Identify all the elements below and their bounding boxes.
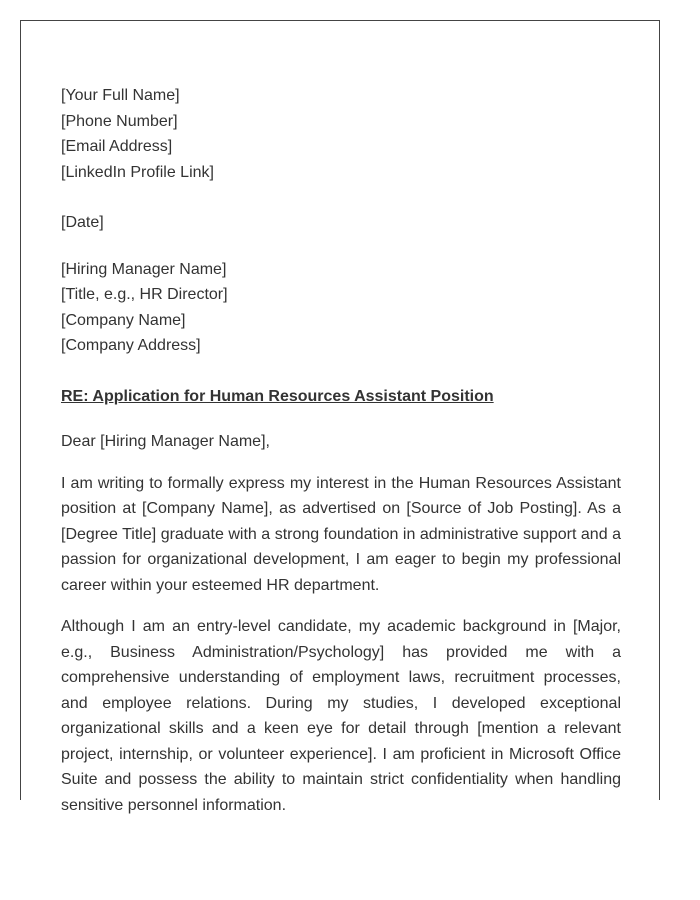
document-page: [20, 20, 660, 814]
recipient-title: [Title, e.g., HR Director]: [61, 286, 228, 303]
sender-full-name: [Your Full Name]: [61, 87, 180, 104]
letter-body: [61, 83, 621, 818]
sender-linkedin: [LinkedIn Profile Link]: [61, 163, 214, 181]
paragraph-2: Although I am an entry-level candidate, my academic background in [Major, e.g., Business Administration/Psychology] has provided me with a comprehensive understanding of employment laws, recruitment processes, and employee relations. During my studies, I developed exceptional organizational skills and a keen eye for detail through [mention a relevant project, internship, or volunteer experience]. I am proficient in Microsoft Office Suite and possess the ability to maintain strict confidentiality when handling sensitive personnel information.: [61, 618, 621, 814]
paragraph-1: I am writing to formally express my interest in the Human Resources Assistant position at [Company Name], as advertised on [Source of Job Posting]. As a [Degree Title] graduate with a strong foundation in administrative support and a passion for organizational development, I am eager to begin my professional career within your esteemed HR department.: [61, 474, 621, 594]
subject-line: RE: Application for Human Resources Assistant Position: [61, 387, 494, 405]
letter-date: [Date]: [61, 214, 104, 231]
sender-phone: [Phone Number]: [61, 112, 178, 130]
salutation: Dear [Hiring Manager Name],: [61, 433, 270, 450]
sender-block: [61, 83, 621, 185]
recipient-company-name: [Company Name]: [61, 311, 186, 329]
recipient-company-address: [Company Address]: [61, 337, 201, 354]
recipient-block: [61, 257, 621, 359]
sender-email: [Email Address]: [61, 138, 173, 155]
recipient-manager-name: [Hiring Manager Name]: [61, 260, 227, 278]
